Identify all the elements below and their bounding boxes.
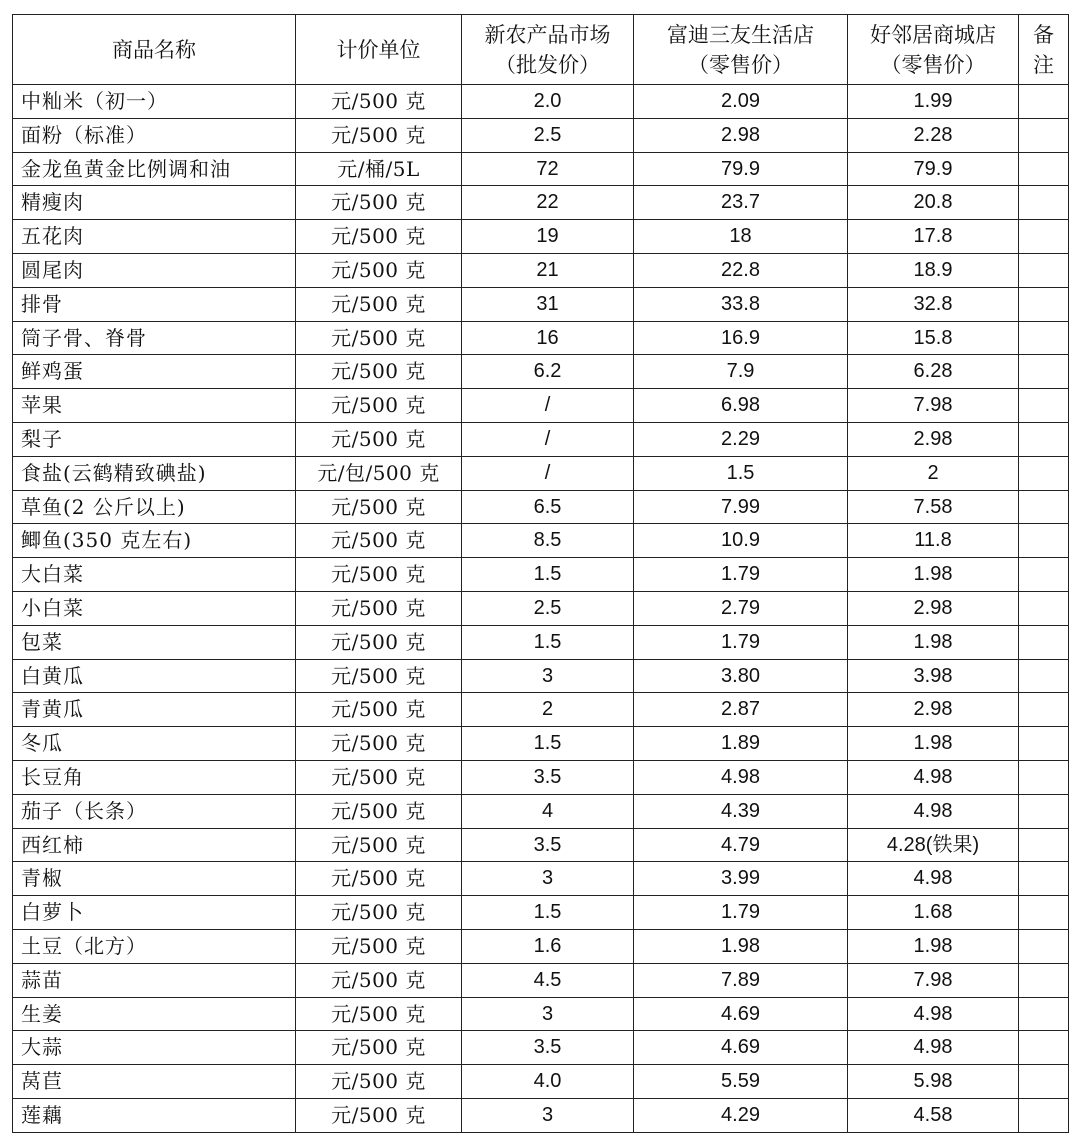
cell-wholesale-price: 22: [462, 186, 634, 220]
cell-unit: 元/500 克: [296, 727, 462, 761]
cell-product-name: 五花肉: [13, 220, 296, 254]
table-row: [13, 524, 1069, 558]
cell-product-name: 白萝卜: [13, 896, 296, 930]
cell-product-name: 梨子: [13, 422, 296, 456]
cell-unit: 元/500 克: [296, 794, 462, 828]
table-row: [13, 186, 1069, 220]
cell-product-name: 金龙鱼黄金比例调和油: [13, 152, 296, 186]
table-row: [13, 355, 1069, 389]
cell-wholesale-price: 2.5: [462, 591, 634, 625]
cell-note: [1019, 828, 1069, 862]
cell-note: [1019, 591, 1069, 625]
cell-product-name: 小白菜: [13, 591, 296, 625]
cell-unit: 元/500 克: [296, 929, 462, 963]
cell-fudi-price: 2.98: [634, 118, 848, 152]
table-row: [13, 1098, 1069, 1132]
cell-haolinju-price: 7.98: [848, 963, 1019, 997]
cell-product-name: 土豆（北方）: [13, 929, 296, 963]
cell-note: [1019, 963, 1069, 997]
cell-product-name: 青椒: [13, 862, 296, 896]
table-row: [13, 794, 1069, 828]
cell-haolinju-price: 15.8: [848, 321, 1019, 355]
cell-product-name: 大白菜: [13, 558, 296, 592]
cell-fudi-price: 6.98: [634, 389, 848, 423]
cell-haolinju-price: 5.98: [848, 1065, 1019, 1099]
table-row: [13, 896, 1069, 930]
cell-product-name: 包菜: [13, 625, 296, 659]
cell-wholesale-price: 6.5: [462, 490, 634, 524]
cell-unit: 元/500 克: [296, 625, 462, 659]
cell-unit: 元/500 克: [296, 321, 462, 355]
cell-note: [1019, 727, 1069, 761]
cell-unit: 元/500 克: [296, 659, 462, 693]
table-row: [13, 828, 1069, 862]
cell-note: [1019, 794, 1069, 828]
cell-product-name: 大蒜: [13, 1031, 296, 1065]
cell-unit: 元/500 克: [296, 186, 462, 220]
cell-fudi-price: 5.59: [634, 1065, 848, 1099]
header-product-name: 商品名称: [13, 15, 296, 85]
table-row: [13, 287, 1069, 321]
cell-wholesale-price: 72: [462, 152, 634, 186]
cell-unit: 元/500 克: [296, 524, 462, 558]
cell-wholesale-price: /: [462, 389, 634, 423]
table-row: [13, 1031, 1069, 1065]
cell-product-name: 鲫鱼(350 克左右): [13, 524, 296, 558]
cell-unit: 元/500 克: [296, 862, 462, 896]
cell-fudi-price: 4.69: [634, 1031, 848, 1065]
cell-note: [1019, 490, 1069, 524]
cell-wholesale-price: 1.5: [462, 896, 634, 930]
cell-product-name: 面粉（标准）: [13, 118, 296, 152]
table-row: [13, 693, 1069, 727]
cell-wholesale-price: 2: [462, 693, 634, 727]
cell-note: [1019, 456, 1069, 490]
cell-wholesale-price: 1.5: [462, 727, 634, 761]
table-row: [13, 591, 1069, 625]
table-row: [13, 85, 1069, 119]
price-table-container: [12, 14, 1069, 1133]
cell-haolinju-price: 4.98: [848, 997, 1019, 1031]
table-row: [13, 727, 1069, 761]
cell-note: [1019, 862, 1069, 896]
cell-note: [1019, 1031, 1069, 1065]
cell-product-name: 草鱼(2 公斤以上): [13, 490, 296, 524]
cell-note: [1019, 558, 1069, 592]
cell-unit: 元/500 克: [296, 85, 462, 119]
cell-wholesale-price: 3: [462, 659, 634, 693]
cell-wholesale-price: 1.5: [462, 625, 634, 659]
cell-unit: 元/500 克: [296, 1065, 462, 1099]
cell-haolinju-price: 2.98: [848, 591, 1019, 625]
cell-fudi-price: 16.9: [634, 321, 848, 355]
cell-product-name: 中籼米（初一）: [13, 85, 296, 119]
cell-fudi-price: 7.99: [634, 490, 848, 524]
cell-product-name: 茄子（长条）: [13, 794, 296, 828]
cell-unit: 元/500 克: [296, 287, 462, 321]
cell-wholesale-price: 6.2: [462, 355, 634, 389]
cell-wholesale-price: /: [462, 456, 634, 490]
cell-note: [1019, 693, 1069, 727]
table-row: [13, 963, 1069, 997]
table-row: [13, 118, 1069, 152]
cell-unit: 元/500 克: [296, 118, 462, 152]
cell-product-name: 筒子骨、脊骨: [13, 321, 296, 355]
cell-note: [1019, 220, 1069, 254]
cell-fudi-price: 2.29: [634, 422, 848, 456]
cell-unit: 元/500 克: [296, 760, 462, 794]
table-row: [13, 997, 1069, 1031]
cell-haolinju-price: 32.8: [848, 287, 1019, 321]
cell-product-name: 冬瓜: [13, 727, 296, 761]
cell-unit: 元/500 克: [296, 963, 462, 997]
cell-fudi-price: 1.79: [634, 896, 848, 930]
cell-fudi-price: 1.79: [634, 625, 848, 659]
cell-haolinju-price: 4.98: [848, 1031, 1019, 1065]
cell-note: [1019, 118, 1069, 152]
cell-fudi-price: 23.7: [634, 186, 848, 220]
table-row: [13, 321, 1069, 355]
cell-note: [1019, 659, 1069, 693]
cell-unit: 元/500 克: [296, 389, 462, 423]
cell-haolinju-price: 2.98: [848, 422, 1019, 456]
cell-wholesale-price: 1.5: [462, 558, 634, 592]
table-body: [13, 85, 1069, 1133]
cell-fudi-price: 33.8: [634, 287, 848, 321]
cell-fudi-price: 4.79: [634, 828, 848, 862]
table-row: [13, 422, 1069, 456]
cell-unit: 元/桶/5L: [296, 152, 462, 186]
cell-unit: 元/500 克: [296, 253, 462, 287]
cell-haolinju-price: 79.9: [848, 152, 1019, 186]
cell-haolinju-price: 1.99: [848, 85, 1019, 119]
cell-note: [1019, 287, 1069, 321]
cell-wholesale-price: 8.5: [462, 524, 634, 558]
cell-note: [1019, 929, 1069, 963]
price-table: [12, 14, 1069, 1133]
cell-unit: 元/500 克: [296, 422, 462, 456]
cell-unit: 元/500 克: [296, 1031, 462, 1065]
table-row: [13, 659, 1069, 693]
cell-haolinju-price: 7.58: [848, 490, 1019, 524]
cell-wholesale-price: 2.5: [462, 118, 634, 152]
cell-unit: 元/500 克: [296, 558, 462, 592]
cell-haolinju-price: 3.98: [848, 659, 1019, 693]
cell-wholesale-price: 3: [462, 997, 634, 1031]
cell-note: [1019, 896, 1069, 930]
cell-fudi-price: 1.98: [634, 929, 848, 963]
cell-note: [1019, 253, 1069, 287]
cell-fudi-price: 4.98: [634, 760, 848, 794]
cell-wholesale-price: 4: [462, 794, 634, 828]
table-row: [13, 456, 1069, 490]
cell-fudi-price: 2.87: [634, 693, 848, 727]
table-row: [13, 220, 1069, 254]
header-row: [13, 15, 1069, 85]
cell-haolinju-price: 11.8: [848, 524, 1019, 558]
cell-wholesale-price: 1.6: [462, 929, 634, 963]
cell-fudi-price: 79.9: [634, 152, 848, 186]
cell-haolinju-price: 4.98: [848, 760, 1019, 794]
cell-product-name: 长豆角: [13, 760, 296, 794]
cell-fudi-price: 1.89: [634, 727, 848, 761]
table-row: [13, 490, 1069, 524]
cell-fudi-price: 2.09: [634, 85, 848, 119]
cell-haolinju-price: 20.8: [848, 186, 1019, 220]
cell-unit: 元/500 克: [296, 220, 462, 254]
cell-note: [1019, 389, 1069, 423]
cell-wholesale-price: 19: [462, 220, 634, 254]
cell-note: [1019, 152, 1069, 186]
cell-fudi-price: 4.39: [634, 794, 848, 828]
cell-fudi-price: 22.8: [634, 253, 848, 287]
cell-haolinju-price: 1.98: [848, 929, 1019, 963]
cell-wholesale-price: 21: [462, 253, 634, 287]
cell-fudi-price: 3.80: [634, 659, 848, 693]
table-row: [13, 760, 1069, 794]
cell-unit: 元/500 克: [296, 490, 462, 524]
cell-haolinju-price: 1.68: [848, 896, 1019, 930]
cell-product-name: 食盐(云鹤精致碘盐): [13, 456, 296, 490]
cell-unit: 元/500 克: [296, 1098, 462, 1132]
cell-note: [1019, 85, 1069, 119]
cell-fudi-price: 4.69: [634, 997, 848, 1031]
cell-haolinju-price: 2: [848, 456, 1019, 490]
cell-note: [1019, 422, 1069, 456]
cell-haolinju-price: 1.98: [848, 558, 1019, 592]
cell-wholesale-price: 16: [462, 321, 634, 355]
table-row: [13, 558, 1069, 592]
cell-unit: 元/500 克: [296, 693, 462, 727]
cell-haolinju-price: 4.98: [848, 862, 1019, 896]
cell-product-name: 莴苣: [13, 1065, 296, 1099]
cell-haolinju-price: 4.58: [848, 1098, 1019, 1132]
cell-fudi-price: 7.89: [634, 963, 848, 997]
cell-haolinju-price: 6.28: [848, 355, 1019, 389]
cell-product-name: 西红柿: [13, 828, 296, 862]
cell-haolinju-price: 18.9: [848, 253, 1019, 287]
table-row: [13, 389, 1069, 423]
cell-wholesale-price: 4.0: [462, 1065, 634, 1099]
header-unit: 计价单位: [296, 15, 462, 85]
header-note: 备 注: [1019, 15, 1069, 85]
cell-unit: 元/500 克: [296, 997, 462, 1031]
cell-note: [1019, 760, 1069, 794]
cell-product-name: 圆尾肉: [13, 253, 296, 287]
cell-haolinju-price: 7.98: [848, 389, 1019, 423]
cell-fudi-price: 3.99: [634, 862, 848, 896]
cell-note: [1019, 1098, 1069, 1132]
cell-wholesale-price: 3.5: [462, 1031, 634, 1065]
cell-wholesale-price: 2.0: [462, 85, 634, 119]
cell-fudi-price: 1.79: [634, 558, 848, 592]
cell-unit: 元/包/500 克: [296, 456, 462, 490]
cell-haolinju-price: 1.98: [848, 625, 1019, 659]
cell-product-name: 生姜: [13, 997, 296, 1031]
cell-fudi-price: 10.9: [634, 524, 848, 558]
table-row: [13, 929, 1069, 963]
cell-note: [1019, 355, 1069, 389]
cell-product-name: 莲藕: [13, 1098, 296, 1132]
cell-note: [1019, 524, 1069, 558]
cell-unit: 元/500 克: [296, 591, 462, 625]
cell-fudi-price: 4.29: [634, 1098, 848, 1132]
table-row: [13, 625, 1069, 659]
cell-wholesale-price: 3: [462, 862, 634, 896]
cell-note: [1019, 321, 1069, 355]
cell-unit: 元/500 克: [296, 828, 462, 862]
cell-wholesale-price: 3.5: [462, 828, 634, 862]
cell-haolinju-price: 4.98: [848, 794, 1019, 828]
cell-wholesale-price: 4.5: [462, 963, 634, 997]
cell-product-name: 排骨: [13, 287, 296, 321]
cell-haolinju-price: 2.98: [848, 693, 1019, 727]
cell-product-name: 苹果: [13, 389, 296, 423]
cell-haolinju-price: 4.28(铁果): [848, 828, 1019, 862]
cell-product-name: 青黄瓜: [13, 693, 296, 727]
cell-product-name: 精瘦肉: [13, 186, 296, 220]
cell-product-name: 蒜苗: [13, 963, 296, 997]
cell-fudi-price: 7.9: [634, 355, 848, 389]
cell-wholesale-price: 31: [462, 287, 634, 321]
table-row: [13, 253, 1069, 287]
cell-unit: 元/500 克: [296, 896, 462, 930]
header-fudi-store: 富迪三友生活店 （零售价）: [634, 15, 848, 85]
cell-wholesale-price: 3: [462, 1098, 634, 1132]
cell-haolinju-price: 2.28: [848, 118, 1019, 152]
cell-fudi-price: 2.79: [634, 591, 848, 625]
cell-wholesale-price: 3.5: [462, 760, 634, 794]
cell-product-name: 白黄瓜: [13, 659, 296, 693]
cell-product-name: 鲜鸡蛋: [13, 355, 296, 389]
cell-haolinju-price: 17.8: [848, 220, 1019, 254]
cell-note: [1019, 625, 1069, 659]
table-row: [13, 862, 1069, 896]
table-row: [13, 152, 1069, 186]
cell-note: [1019, 186, 1069, 220]
cell-unit: 元/500 克: [296, 355, 462, 389]
table-row: [13, 1065, 1069, 1099]
cell-fudi-price: 18: [634, 220, 848, 254]
cell-fudi-price: 1.5: [634, 456, 848, 490]
cell-haolinju-price: 1.98: [848, 727, 1019, 761]
header-haolinju-store: 好邻居商城店 （零售价）: [848, 15, 1019, 85]
cell-wholesale-price: /: [462, 422, 634, 456]
header-wholesale-market: 新农产品市场 （批发价）: [462, 15, 634, 85]
cell-note: [1019, 997, 1069, 1031]
cell-note: [1019, 1065, 1069, 1099]
